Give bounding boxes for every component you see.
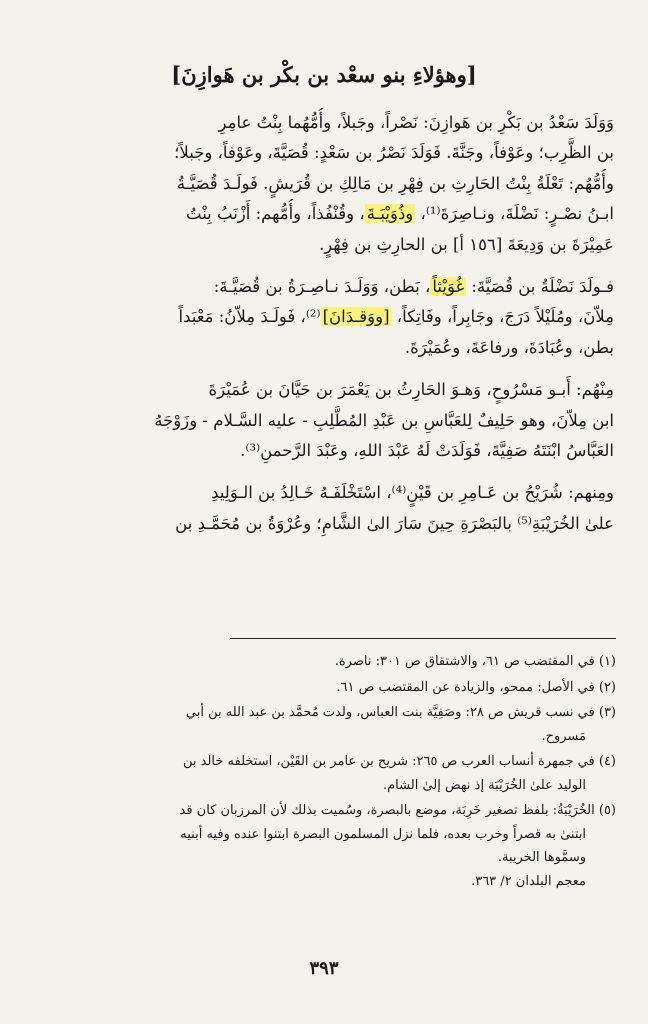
footnote-line: الوليد علىٰ الخُرَيْبَة إذ نهض إلىٰ الشام. [383,777,586,793]
paragraph-4 [34,478,614,539]
text-line: وَوَلَدَ سَعْدُ بن بَكْرِ بن هَوازِنَ: نَصْراً، وجَبلاً، وأُمُّهُما بِنْتُ عامِرِ [218,113,614,132]
text-line: مِنْهُم: أَبـو مَسْرُوحٍ، وَهـوَ الحَارِثُ بن يَعْمَرَ بن حَيَّانَ بن عُمَيْرَةَ [208,380,614,400]
text-line [34,302,614,332]
footnote-line: (٢) في الأصل: ممحو، والزيادة عن المقتضب ص ٦١. [336,679,616,695]
section-title: [وهؤلاءِ بنو سعْد بن بكْر بن هَوازِنَ] [171,62,477,87]
text-line [34,199,614,229]
footnote-5 [34,799,616,893]
text-line: عَمِيْرَةَ بن وَدِيعَةَ [١٥٦ أ] بن الحارِثِ بن فِهْرٍ. [319,234,614,254]
text-segment: ، وقُنْفُذاً، وأُمُّهم: أَزْنَبُ بِنْتُ [186,204,365,224]
paragraph-3 [34,375,614,466]
paragraph-1 [34,108,614,260]
highlighted-word: [ووَقـدَانَ] [322,307,390,327]
footnote-line: معجم البلدان ٢/ ٣٦٣. [471,873,586,889]
text-line [34,272,614,302]
text-line: بطن، وعُبَادَةَ، ورفاعَةَ، وعُمَيْرَةَ. [404,337,614,357]
text-segment: فـولَدَ نَضْلَةُ بن قُصَيَّةَ: [466,277,614,297]
page-number: ٣٩٣ [309,958,339,979]
footnote-line: وسمَّوها الخريبة. [497,850,586,865]
text-segment: مِلاّنَ، ومُلَيْلاً دَرَجَ، وجَابِراً، وفَاتِكاً، [391,307,614,327]
text-line: العَبَّاسُ ابْنَتَهُ صَفِيَّةَ، فَوَلَدَتْ لَهُ عَبْدَ اللهِ، وعَبْدَ الرَّحمنِ⁽³⁾. [240,441,614,461]
text-segment: ⁽²⁾، فَولَـدَ مِلاّنُ: مَعْبَداً [178,307,321,327]
highlighted-word: وذُوَيْبَـةَ [366,204,414,224]
text-line: بن الظَّرِب؛ وعَوْفاً، وجَنَّةَ. فَوَلَدَ نَصْرُ بن سَعْدٍ: قُصَيَّةَ، وعَوْفاً، وجَبلاً؛ [174,143,614,163]
text-line: علىٰ الخُرَيْبَةِ⁽⁵⁾ بالبَصْرَةِ حِينَ سَارَ الىٰ الشَّامِ؛ وعُرْوَةُ بن مُحَمَّـدِ بن [175,513,614,533]
highlighted-word: غُوَيْثاً [432,277,465,297]
footnote-line: (٥) الخُرَيْبَةُ: بلفظ تصغير خَرِبَة، موضع بالبصرة، وسُميت بذلك لأن المرزبان كان قد [179,803,616,818]
text-segment: ، بَطن، وَوَلَـدَ نـاصِـرَةُ بن قُصَيَّـةَ: [213,277,431,297]
footnote-line: مَسروح. [541,728,586,744]
text-line: ابن مِلاّنَ، وهو حَلِيفٌ لِلعَبَّاسِ بن عَبْدِ المُطَّلِبِ - عليه السَّـلام - وزَوْجَهُ [154,410,614,430]
main-text [34,108,614,551]
footnote-line: (١) في المقتضب ص ٦١، والاشتقاق ص ٣٠١: ناصرة. [334,654,616,669]
footnote-3 [34,701,616,748]
footnotes [34,650,616,895]
text-segment: ابـنُ نصْـرٍ: نَضْلَةَ، ونـاصِرَةَ⁽¹⁾، [415,204,614,224]
footnote-line: (٤) في جمهرة أنساب العرب ص ٢٦٥: شريح بن عامر بن القَيْن، استخلفه خالد بن [183,754,616,769]
text-line: وأُمُّهُم: تَعْلَةُ بِنْتُ الحَارِثِ بن فِهْرِ بن مَالِكِ بن قُرَيشٍ. فَولَـدَ قُصَيَّـةُ [176,173,614,193]
footnote-line: (٣) في نسب قريش ص ٢٨: وصَفِيَّة بنت العباس، ولدت مُحمَّد بن عبد الله بن أبي [185,705,616,720]
footnote-divider [230,638,616,639]
text-line: ومِنهم: شُرَيْحُ بن عَـامِرِ بن قَيْنٍ⁽⁴⁾، اسْتَخْلَفَـهُ خَـالِدُ بن الـوَلِيدِ [211,483,614,503]
footnote-1 [34,650,616,674]
footnote-4 [34,750,616,797]
paragraph-2 [34,272,614,363]
footnote-2 [34,676,616,700]
footnote-line: ابتنىٰ به قصراً وخرب بعده، فلما نزل المسلمون البصرة ابتنوا عنده وفيه أبنيه [180,826,586,842]
